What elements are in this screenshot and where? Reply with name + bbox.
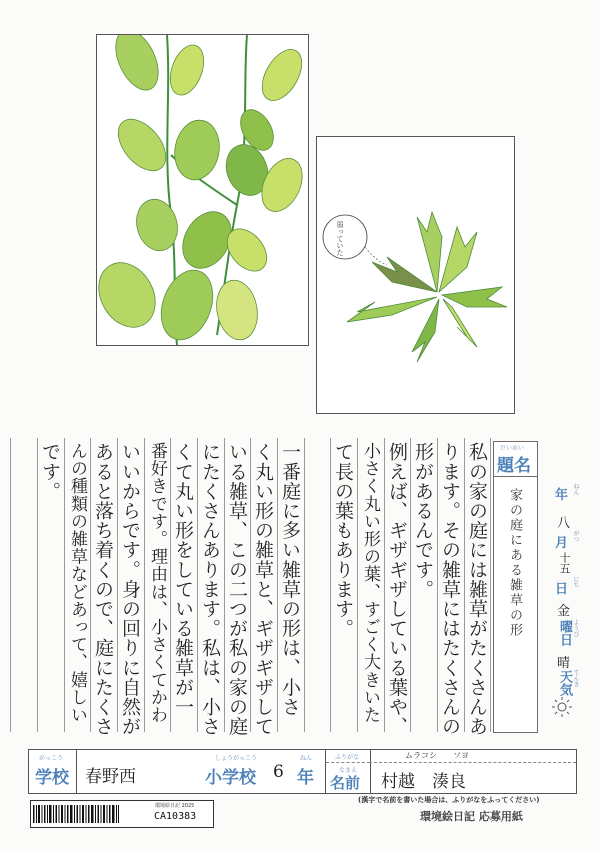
school-label: 学校 xyxy=(35,768,69,788)
day-label: 日 xyxy=(555,582,569,597)
leaf xyxy=(439,227,477,292)
leaf xyxy=(372,257,437,292)
weekday-label: 曜日 xyxy=(557,620,572,646)
essay-rule xyxy=(64,438,65,732)
essay-line: んの種類の雑草などあって、嬉しい xyxy=(67,442,87,724)
drawing-panel-left xyxy=(96,34,309,346)
essay-rule xyxy=(90,438,91,732)
title-text: 家の庭にある雑草の形 xyxy=(507,488,522,638)
month-label: 月 xyxy=(555,536,569,551)
name-value: 村越 湊良 xyxy=(381,772,466,792)
year-ruby: ねん xyxy=(572,483,579,495)
essay-line: て長の葉もあります。 xyxy=(332,442,354,638)
title-ruby: だいめい xyxy=(500,445,525,452)
essay-rule xyxy=(144,438,145,732)
leaf xyxy=(131,195,183,256)
elementary-label: 小学校 xyxy=(205,768,256,788)
weekday-value: 金 xyxy=(557,604,571,619)
plant-drawing-weed xyxy=(317,137,514,413)
essay-line: いいからです。身の回りに自然が xyxy=(119,442,141,736)
leaf xyxy=(109,110,175,179)
essay-rule xyxy=(304,438,305,732)
weather-ruby: てんき xyxy=(572,669,579,687)
essay-rule xyxy=(410,438,411,732)
info-form xyxy=(28,749,577,794)
weekday-ruby: ようび xyxy=(572,619,579,637)
year-label: 年 xyxy=(555,488,569,503)
essay-rule xyxy=(37,438,38,732)
sun-icon xyxy=(549,696,575,718)
day-value: 十五 xyxy=(558,552,571,574)
essay-rule xyxy=(384,438,385,732)
essay-rule xyxy=(117,438,118,732)
leaf xyxy=(347,297,437,322)
furigana-row-divider xyxy=(369,762,576,763)
essay-line: いる雑草、この二つが私の家の庭 xyxy=(226,442,248,736)
furigana-value: ムラコシ ソヨ xyxy=(405,751,469,760)
essay-line: 例えば、ギザギザしている葉や、 xyxy=(386,442,408,736)
leaf xyxy=(442,287,507,307)
month-ruby: がつ xyxy=(572,530,579,542)
essay-rule xyxy=(464,438,465,732)
speech-bubble xyxy=(323,215,367,259)
month-value: 八 xyxy=(557,516,571,531)
essay-rule xyxy=(437,438,438,732)
bubble-text: 弱っていた xyxy=(336,221,344,256)
furigana-label: ふりがな xyxy=(335,754,360,761)
leaf xyxy=(107,35,167,97)
weather-label: 天気 xyxy=(557,670,572,696)
grade-label: 年 xyxy=(297,768,314,788)
weather-value: 晴 xyxy=(557,656,571,671)
essay-rule xyxy=(357,438,358,732)
essay-rule xyxy=(224,438,225,732)
title-label: 題名 xyxy=(497,456,531,476)
name-ruby: なまえ xyxy=(339,767,358,774)
leaf xyxy=(412,299,439,362)
school-ruby: がっこう xyxy=(39,755,64,762)
barcode-code: CA10383 xyxy=(154,811,197,822)
name-label: 名前 xyxy=(330,774,361,792)
elementary-ruby: しょうがっこう xyxy=(215,755,258,762)
essay-rule xyxy=(10,438,11,732)
title-box xyxy=(493,441,538,733)
school-label-cell xyxy=(29,750,77,793)
essay-rule xyxy=(170,438,171,732)
barcode-icon xyxy=(33,805,119,823)
essay-rule xyxy=(197,438,198,732)
essay-line: く丸い形の雑草と、ギザギザして xyxy=(252,442,274,736)
essay-line: 私の家の庭には雑草がたくさんあ xyxy=(466,442,488,736)
essay-line: くて丸い形をしている雑草が一 xyxy=(172,442,194,717)
essay-line: あると落ち着くので、庭にたくさ xyxy=(92,442,114,736)
essay-line: 一番庭に多い雑草の形は、小さ xyxy=(279,442,301,717)
essay-line: 形があるんです。 xyxy=(412,442,434,599)
name-label-cell xyxy=(325,750,371,793)
furigana-note: (漢字で名前を書いた場合は、ふりがなをふってください) xyxy=(358,796,540,804)
essay-line: にたくさんあります。私は、小さ xyxy=(199,442,221,736)
grade-value: 6 xyxy=(273,762,284,782)
leaf xyxy=(417,212,442,292)
drawing-panel-right xyxy=(316,136,515,414)
leaf xyxy=(254,43,308,107)
name-label-divider xyxy=(326,762,370,763)
grade-ruby: ねん xyxy=(300,755,313,762)
essay-rule xyxy=(490,438,491,732)
leaf xyxy=(170,117,224,184)
leaf xyxy=(164,40,210,99)
essay-rule xyxy=(277,438,278,732)
plant-drawing-vine xyxy=(97,35,308,345)
school-name: 春野西 xyxy=(85,767,136,787)
footer-title: 環境絵日記 応募用紙 xyxy=(420,810,523,823)
leaf xyxy=(97,253,167,338)
essay-line: です。 xyxy=(39,442,61,501)
leaf xyxy=(212,277,262,343)
barcode-caption: 環境絵日記 2025 xyxy=(155,803,195,809)
title-label-box xyxy=(494,442,537,477)
essay-line: 番好きです。理由は、小さくてかわ xyxy=(147,442,167,724)
essay-line: 小さく丸い形の葉、すごく大きいた xyxy=(360,442,380,724)
essay-rule xyxy=(250,438,251,732)
essay-line: ります。その雑草にはたくさんの xyxy=(439,442,461,736)
essay-rule xyxy=(330,438,331,732)
day-ruby: にち xyxy=(572,576,579,588)
leaf xyxy=(152,263,222,345)
